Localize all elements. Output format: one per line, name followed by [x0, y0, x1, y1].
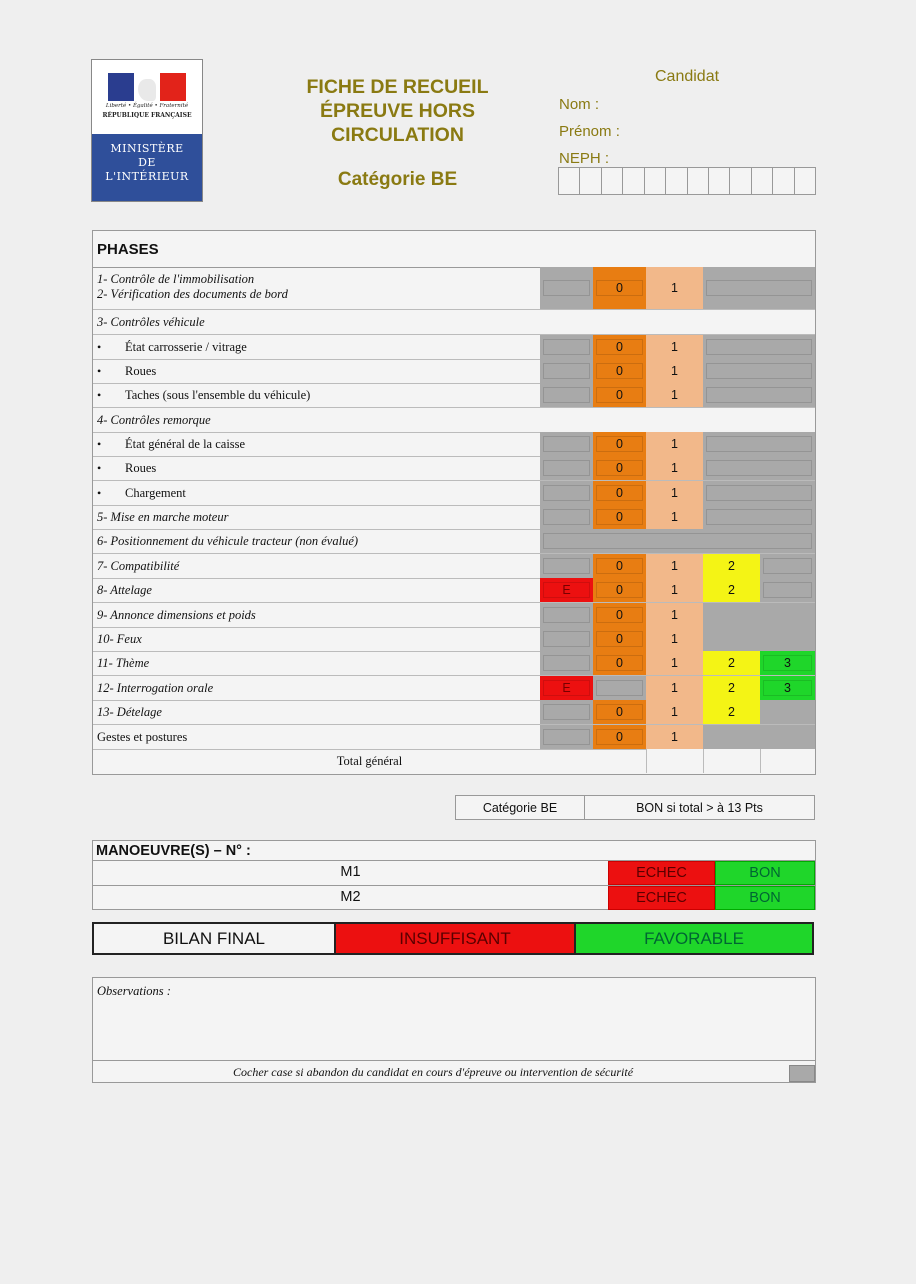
score-0-cell[interactable]: 0: [593, 383, 646, 407]
phase-label: Roues: [125, 461, 157, 475]
total-cell[interactable]: [646, 749, 703, 773]
phase-row: • Roues 0 1: [93, 359, 815, 384]
phase-label: 2- Vérification des documents de bord: [97, 287, 288, 301]
phase-section-row: [93, 408, 815, 433]
logo-motto: Liberté • Égalité • Fraternité: [105, 103, 189, 109]
french-flag-icon: [108, 73, 186, 101]
phase-label: 4- Contrôles remorque: [97, 413, 211, 427]
phase-row: [93, 627, 815, 652]
phase-label: Chargement: [125, 486, 186, 500]
echec-button[interactable]: ECHEC: [608, 886, 715, 910]
score-1-cell[interactable]: 1: [646, 676, 703, 700]
score-1-cell[interactable]: 1: [646, 359, 703, 383]
phase-row: • État général de la caisse 0 1: [93, 432, 815, 457]
phase-label: 6- Positionnement du véhicule tracteur (non évalué): [97, 534, 359, 548]
phase-row: [93, 505, 815, 530]
phases-table: [92, 230, 816, 775]
prenom-label: Prénom :: [559, 123, 620, 140]
phase-label: 3- Contrôles véhicule: [97, 315, 205, 329]
total-row: [93, 749, 815, 773]
logo-ministere: MINISTÈRE DE L'INTÉRIEUR: [92, 134, 202, 201]
score-0-cell[interactable]: 0: [593, 651, 646, 675]
manoeuvre-label: M1: [340, 864, 361, 880]
score-2-cell[interactable]: 2: [703, 554, 760, 578]
score-0-cell[interactable]: 0: [593, 700, 646, 724]
observations-label: Observations :: [97, 984, 171, 998]
phase-label: 10- Feux: [97, 632, 142, 646]
categorie-label: Catégorie BE: [456, 796, 585, 819]
phase-label: Taches (sous l'ensemble du véhicule): [125, 388, 311, 402]
manoeuvre-row: [93, 860, 815, 885]
neph-input-boxes[interactable]: [558, 167, 816, 195]
score-3-cell[interactable]: 3: [760, 651, 815, 675]
score-1-cell[interactable]: 1: [646, 627, 703, 651]
phase-label: État carrosserie / vitrage: [125, 340, 247, 354]
categorie-title: Catégorie BE: [337, 169, 458, 190]
score-1-cell[interactable]: 1: [646, 700, 703, 724]
phase-label: 11- Thème: [97, 656, 150, 670]
score-2-cell[interactable]: 2: [703, 651, 760, 675]
phase-row: • Chargement 0 1: [93, 481, 815, 506]
phase-label: 5- Mise en marche moteur: [97, 510, 229, 524]
abandon-row: [93, 1060, 815, 1083]
score-1-cell[interactable]: 1: [646, 383, 703, 407]
phase-label: 8- Attelage: [97, 583, 152, 597]
phase-label: 13- Dételage: [97, 705, 162, 719]
observations-box[interactable]: [92, 977, 816, 1083]
score-1-cell[interactable]: 1: [646, 335, 703, 359]
score-1-cell[interactable]: 1: [646, 578, 703, 602]
neph-label: NEPH :: [559, 150, 610, 167]
score-0-cell[interactable]: 0: [593, 603, 646, 627]
score-1-cell[interactable]: 1: [646, 554, 703, 578]
phase-row: [93, 651, 815, 676]
score-1-cell[interactable]: 1: [646, 267, 703, 309]
candidat-heading: Candidat: [655, 68, 720, 85]
score-0-cell[interactable]: 0: [593, 578, 646, 602]
phase-row: • Taches (sous l'ensemble du véhicule) 0 1: [93, 383, 815, 408]
phase-row: [93, 700, 815, 725]
total-cell[interactable]: [703, 749, 760, 773]
categorie-rule: BON si total > à 13 Pts: [636, 800, 763, 815]
phase-row: [93, 267, 815, 310]
abandon-text: Cocher case si abandon du candidat en cours d'épreuve ou intervention de sécurité: [232, 1065, 634, 1079]
phase-row: [93, 578, 815, 603]
phase-label: État général de la caisse: [125, 437, 246, 451]
phase-label: Gestes et postures: [97, 730, 188, 744]
bon-button[interactable]: BON: [715, 886, 815, 910]
score-0-cell[interactable]: 0: [593, 335, 646, 359]
score-0-cell[interactable]: 0: [593, 505, 646, 529]
score-2-cell[interactable]: 2: [703, 676, 760, 700]
score-2-cell[interactable]: 2: [703, 578, 760, 602]
score-0-cell[interactable]: 0: [593, 725, 646, 749]
score-0-cell[interactable]: 0: [593, 481, 646, 505]
score-1-cell[interactable]: 1: [646, 505, 703, 529]
score-e-cell[interactable]: E: [540, 676, 593, 700]
score-1-cell[interactable]: 1: [646, 725, 703, 749]
score-1-cell[interactable]: 1: [646, 432, 703, 456]
score-1-cell[interactable]: 1: [646, 456, 703, 480]
total-label: Total général: [336, 754, 403, 768]
bilan-label: BILAN FINAL: [94, 924, 336, 953]
score-1-cell[interactable]: 1: [646, 481, 703, 505]
ministere-logo: [91, 59, 203, 202]
favorable-button[interactable]: FAVORABLE: [576, 924, 812, 953]
phase-row: [93, 554, 815, 579]
score-0-cell[interactable]: 0: [593, 432, 646, 456]
phase-label: 7- Compatibilité: [97, 559, 180, 573]
phase-row: [93, 725, 815, 750]
total-cell[interactable]: [760, 749, 815, 773]
score-0-cell[interactable]: 0: [593, 359, 646, 383]
manoeuvre-title: MANOEUVRE(S) – N° :: [96, 843, 251, 859]
score-2-cell[interactable]: 2: [703, 700, 760, 724]
phase-label: Roues: [125, 364, 157, 378]
manoeuvre-label: M2: [340, 889, 361, 905]
phase-label: 12- Interrogation orale: [97, 681, 214, 695]
phase-row: [93, 676, 815, 701]
abandon-checkbox[interactable]: [789, 1065, 815, 1082]
score-0-cell[interactable]: 0: [593, 554, 646, 578]
page-title: FICHE DE RECUEIL ÉPREUVE HORS CIRCULATION: [306, 76, 489, 146]
manoeuvre-table: [92, 840, 816, 910]
score-e-cell[interactable]: E: [540, 578, 593, 602]
echec-button[interactable]: ECHEC: [608, 861, 715, 885]
bon-button[interactable]: BON: [715, 861, 815, 885]
score-3-cell[interactable]: 3: [760, 676, 815, 700]
score-0-cell[interactable]: 0: [593, 456, 646, 480]
bilan-final: [92, 922, 814, 955]
phase-section-row: [93, 310, 815, 335]
score-1-cell[interactable]: 1: [646, 603, 703, 627]
logo-republique: RÉPUBLIQUE FRANÇAISE: [102, 112, 192, 119]
phases-header: PHASES: [93, 231, 815, 268]
phase-label: 9- Annonce dimensions et poids: [97, 608, 256, 622]
score-0-cell[interactable]: 0: [593, 267, 646, 309]
phase-label: 1- Contrôle de l'immobilisation: [97, 272, 255, 286]
score-1-cell[interactable]: 1: [646, 651, 703, 675]
phase-row: • État carrosserie / vitrage 0 1: [93, 335, 815, 360]
score-0-cell[interactable]: 0: [593, 627, 646, 651]
nom-label: Nom :: [559, 96, 600, 113]
phase-row: [93, 603, 815, 628]
phase-row: • Roues 0 1: [93, 456, 815, 481]
insuffisant-button[interactable]: INSUFFISANT: [336, 924, 576, 953]
manoeuvre-row: [93, 885, 815, 910]
categorie-rule-box: [455, 795, 815, 820]
phase-row: [93, 529, 815, 554]
